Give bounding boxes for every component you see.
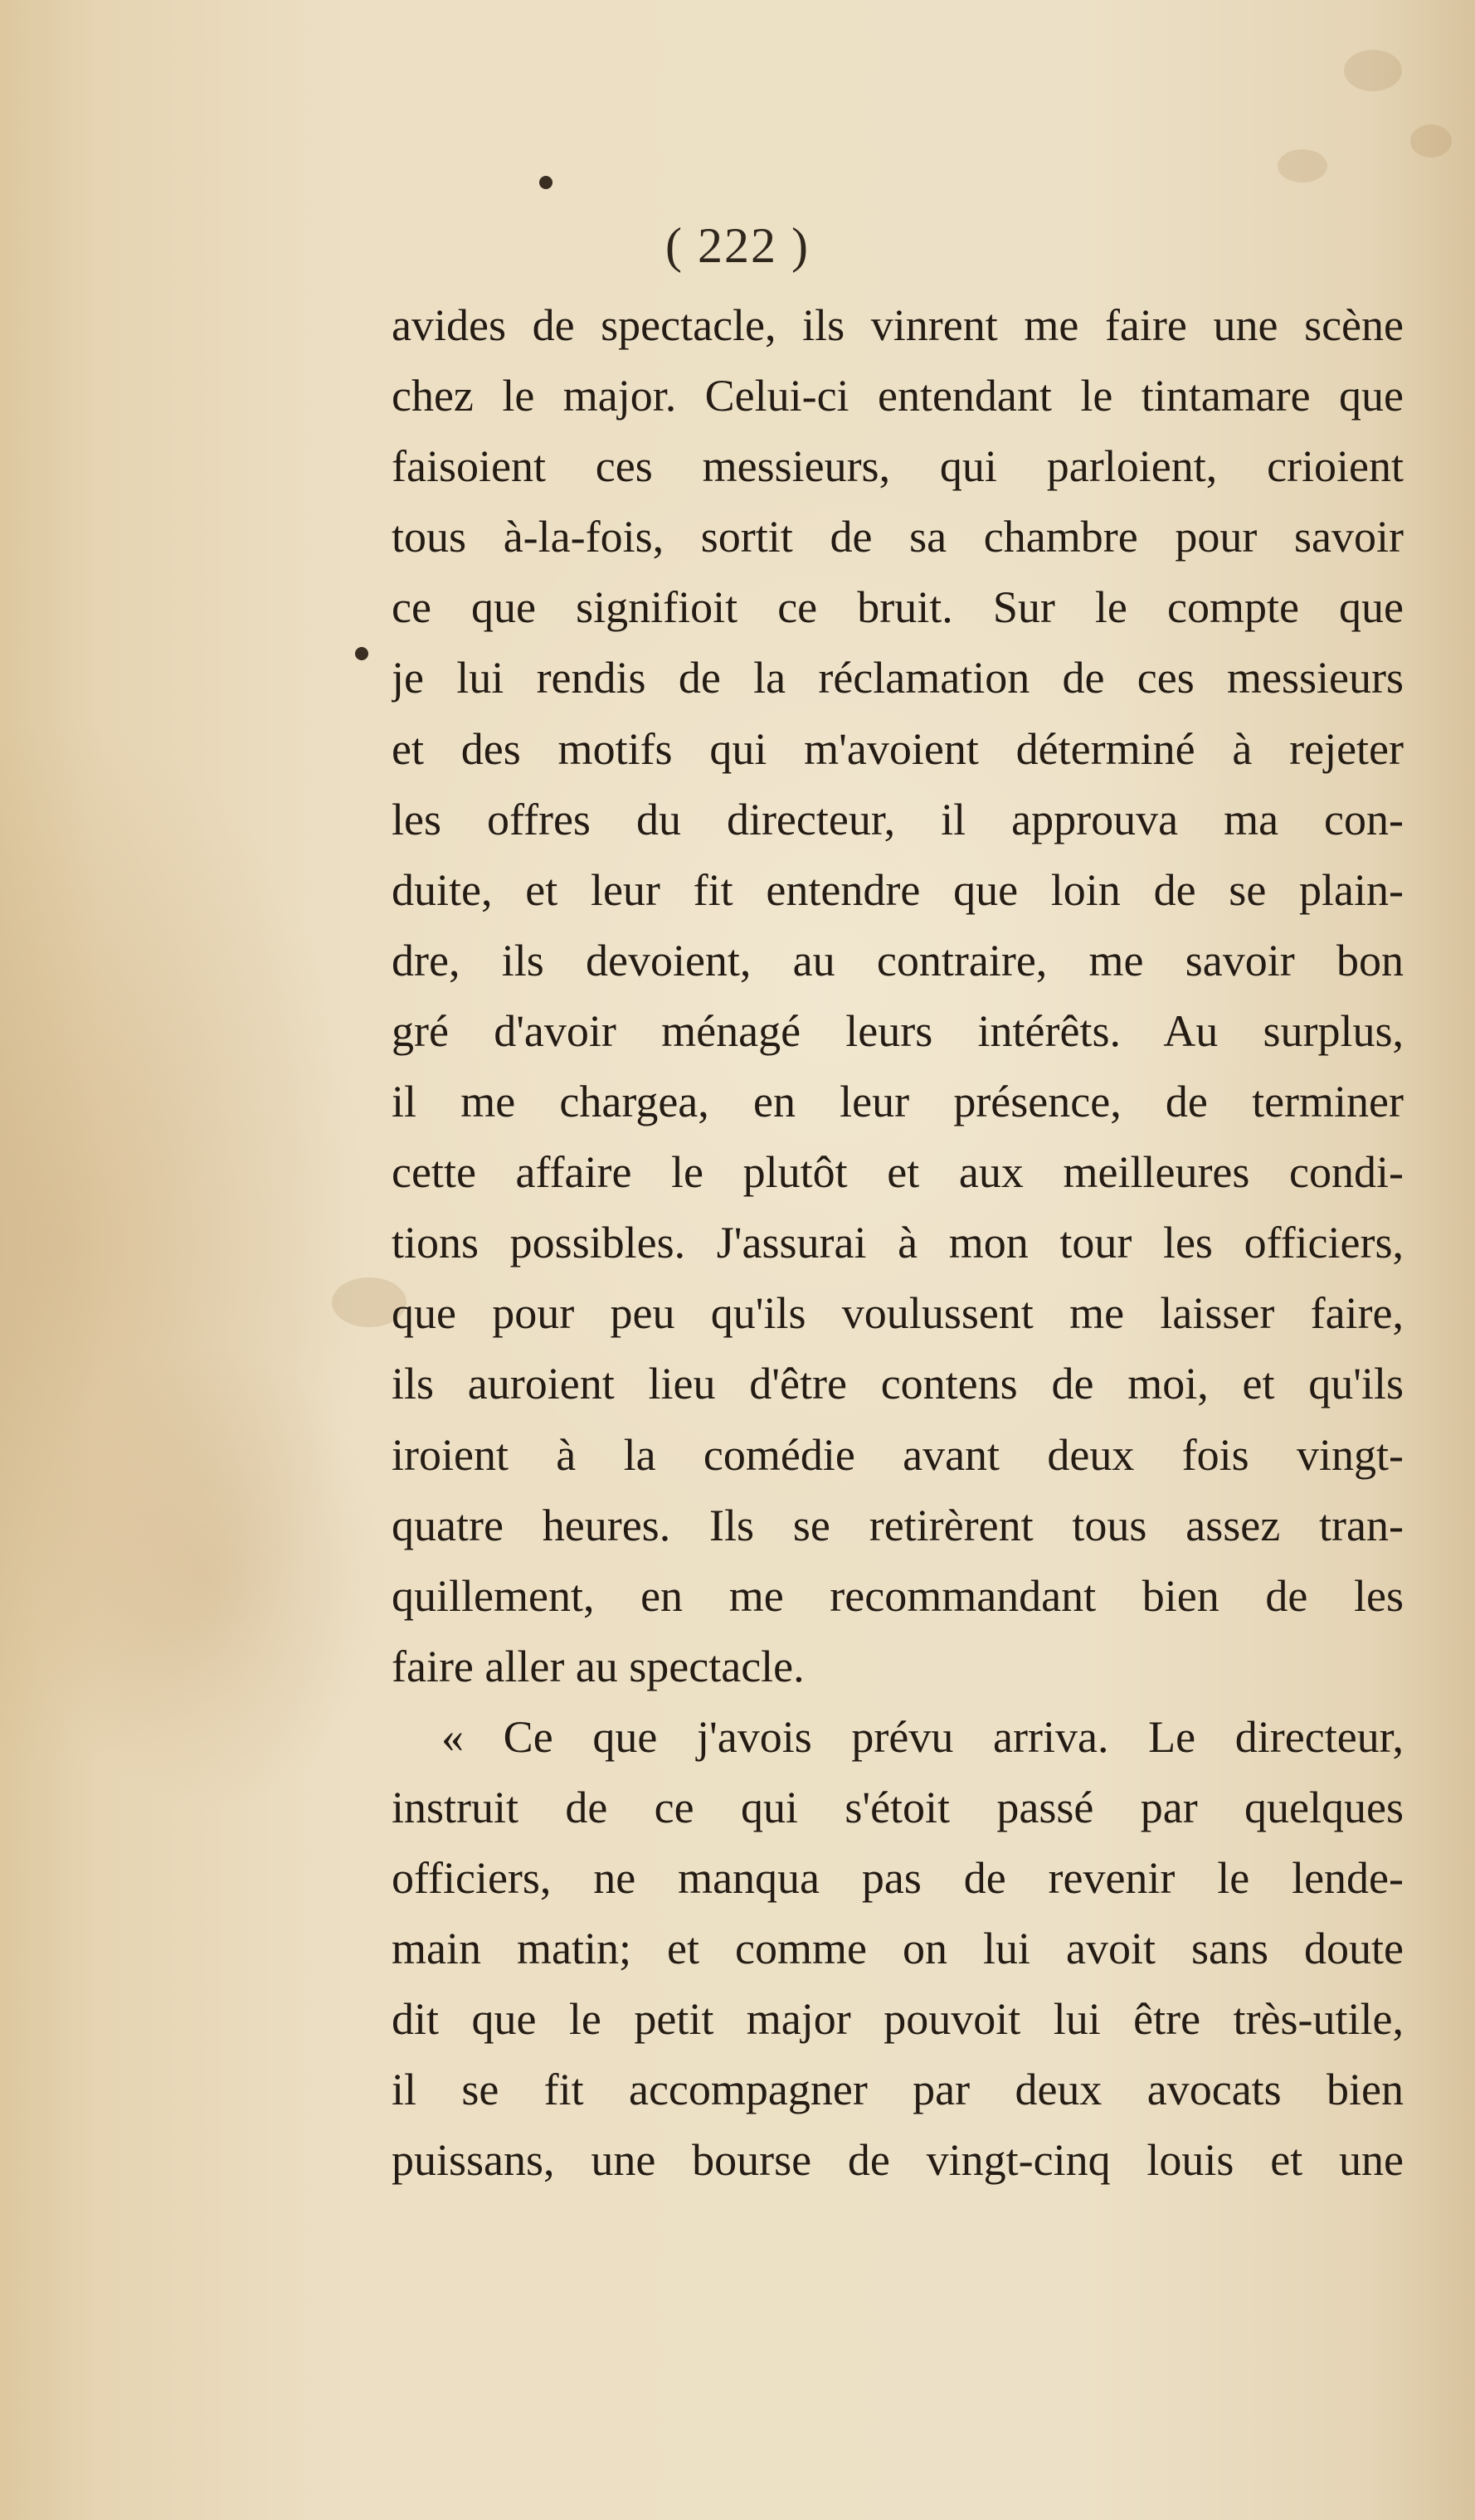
text-line: duite, et leur fit entendre que loin de se plain- bbox=[392, 864, 1404, 915]
text-line: main matin; et comme on lui avoit sans doute bbox=[392, 1924, 1404, 1974]
text-line: avides de spectacle, ils vinrent me faire une scène bbox=[392, 300, 1404, 350]
body-text bbox=[392, 290, 1404, 2196]
text-line: ce que signifioit ce bruit. Sur le compte que bbox=[392, 582, 1404, 633]
text-line: quatre heures. Ils se retirèrent tous assez tran- bbox=[392, 1500, 1404, 1550]
text-line: puissans, une bourse de vingt-cinq louis et une bbox=[392, 2135, 1404, 2186]
page-number: ( 222 ) bbox=[665, 218, 810, 273]
text-line: chez le major. Celui-ci entendant le tintamare que bbox=[392, 371, 1404, 421]
text-line: gré d'avoir ménagé leurs intérêts. Au surplus, bbox=[392, 1005, 1404, 1056]
text-line: tions possibles. J'assurai à mon tour les officiers, bbox=[392, 1218, 1404, 1268]
text-line: quillement, en me recommandant bien de les bbox=[392, 1570, 1404, 1621]
text-line: ils auroient lieu d'être contens de moi, et qu'ils bbox=[392, 1359, 1404, 1409]
stain-spot bbox=[1278, 149, 1327, 182]
text-line: les offres du directeur, il approuva ma con- bbox=[392, 794, 1404, 844]
text-line: que pour peu qu'ils voulussent me laisser faire, bbox=[392, 1288, 1404, 1339]
text-line: dre, ils devoient, au contraire, me savoir bon bbox=[392, 935, 1404, 985]
text-line: je lui rendis de la réclamation de ces messieurs bbox=[392, 653, 1404, 703]
ink-dot bbox=[539, 176, 553, 189]
text-line: et des motifs qui m'avoient déterminé à rejeter bbox=[392, 723, 1404, 774]
text-line: tous à-la-fois, sortit de sa chambre pour savoir bbox=[392, 512, 1404, 562]
text-line: cette affaire le plutôt et aux meilleures condi- bbox=[392, 1147, 1404, 1198]
text-line: « Ce que j'avois prévu arriva. Le directeur, bbox=[441, 1711, 1404, 1762]
text-line: faisoient ces messieurs, qui parloient, crioient bbox=[392, 441, 1404, 492]
text-line: il se fit accompagner par deux avocats bien bbox=[392, 2065, 1404, 2115]
text-line: faire aller au spectacle. bbox=[392, 1641, 805, 1691]
stain-spot bbox=[1344, 50, 1402, 91]
text-line: il me chargea, en leur présence, de terminer bbox=[392, 1077, 1404, 1127]
stain-spot bbox=[1410, 124, 1452, 158]
text-line: iroient à la comédie avant deux fois vingt- bbox=[392, 1429, 1404, 1480]
text-line: instruit de ce qui s'étoit passé par quelques bbox=[392, 1782, 1404, 1832]
text-line: officiers, ne manqua pas de revenir le lende- bbox=[392, 1853, 1404, 1904]
text-line: dit que le petit major pouvoit lui être très-utile, bbox=[392, 1994, 1404, 2045]
ink-dot bbox=[355, 647, 368, 660]
